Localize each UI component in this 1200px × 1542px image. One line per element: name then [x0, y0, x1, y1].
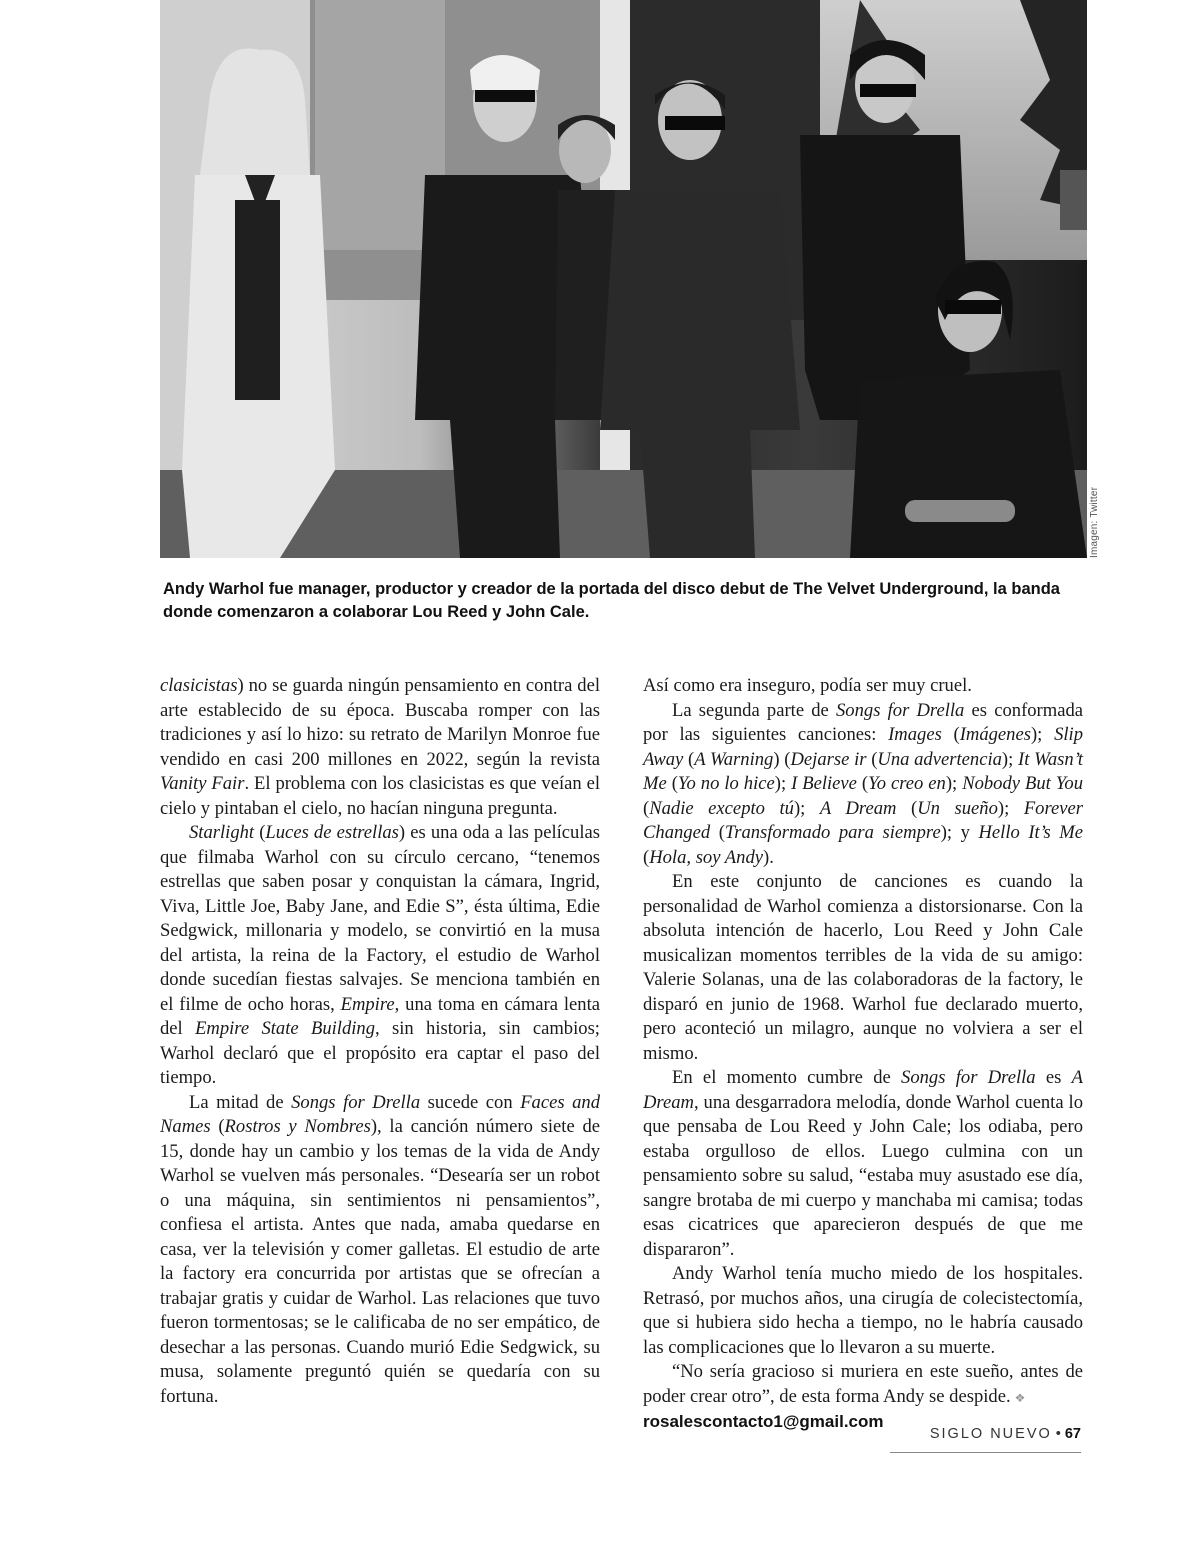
paragraph: clasicistas) no se guarda ningún pensamiento en contra del arte establecido de su época. Buscaba romper con las tradiciones y así lo hizo: su retrato de Marilyn Monroe fue vendido en casi 200 millones en 2022, según la revista Vanity Fair. El problema con los clasicistas es que veían el cielo y pintaban el cielo, no hacían ninguna pregunta.: [160, 675, 600, 819]
paragraph: Andy Warhol tenía mucho miedo de los hospitales. Retrasó, por muchos años, una cirugía de colecistectomía, que si hubiera sido hecha a tiempo, no le habría causado las complicaciones que lo llevaron a su muerte.: [643, 1263, 1083, 1358]
photo-caption: Andy Warhol fue manager, productor y creador de la portada del disco debut de The Velvet Underground, la banda donde comenzaron a colaborar Lou Reed y John Cale.: [163, 580, 1060, 621]
footer-rule: [890, 1452, 1081, 1453]
footer-separator: •: [1055, 1426, 1061, 1442]
paragraph: En este conjunto de canciones es cuando la personalidad de Warhol comienza a distorsionarse. Con la absoluta intención de hacerlo, Lou Reed y John Cale musicalizan momentos terribles de la vida de su amigo: Valerie Solanas, una de las colaboradoras de la factory, le disparó en junio de 1968. Warhol fue declarado muerto, pero aconteció un milagro, aunque no volviera a ser el mismo.: [643, 871, 1083, 1064]
paragraph: Así como era inseguro, podía ser muy cruel.: [643, 675, 972, 696]
page-footer: [890, 1426, 1081, 1442]
paragraph: La segunda parte de Songs for Drella es conformada por las siguientes canciones: Images (Imágenes); Slip Away (A Warning) (Dejarse ir (Una advertencia); It Wasn’t Me (Yo no lo hice); I Believe (Yo creo en); Nobody But You (Nadie excepto tú); A Dream (Un sueño); Forever Changed (Transformado para siempre); y Hello It’s Me (Hola, soy Andy).: [643, 699, 1084, 868]
paragraph: “No sería gracioso si muriera en este sueño, antes de poder crear otro”, de esta forma Andy se despide. ❖: [643, 1361, 1083, 1407]
paragraph: En el momento cumbre de Songs for Drella es A Dream, una desgarradora melodía, donde Warhol cuenta lo que pensaba de Lou Reed y John Cale; los odiaba, pero estaba orgulloso de ellos. Luego culmina con un pensamiento sobre su salud, “estaba muy asustado ese día, sangre brotaba de mi cuerpo y manchaba mi camisa; todas esas cicatrices que aparecieron después de que me dispararon”.: [643, 1067, 1083, 1260]
article-column-right: [643, 674, 1083, 1435]
magazine-name: SIGLO NUEVO: [929, 1426, 1052, 1442]
photo-credit: Imagen: Twitter: [1089, 486, 1100, 558]
paragraph: Starlight (Luces de estrellas) es una oda a las películas que filmaba Warhol con su círculo cercano, “tenemos estrellas que saben posar y conquistan la cámara, Ingrid, Viva, Little Joe, Baby Jane, and Edie S”, ésta última, Edie Sedgwick, millonaria y modelo, se convirtió en la musa del artista, la reina de la Factory, el estudio de Warhol donde sucedían fiestas salvajes. Se menciona también en el filme de ocho horas, Empire, una toma en cámara lenta del Empire State Building, sin historia, sin cambios; Warhol declaró que el propósito era captar el paso del tiempo.: [160, 822, 601, 1088]
end-mark-icon: ❖: [1014, 1390, 1026, 1405]
band-photo: [160, 0, 1087, 558]
page-number: 67: [1064, 1426, 1081, 1442]
paragraph: La mitad de Songs for Drella sucede con Faces and Names (Rostros y Nombres), la canción número siete de 15, donde hay un cambio y los temas de la vida de Andy Warhol se vuelven más personales. “Desearía ser un robot o una máquina, sin sentimientos ni pensamientos”, confiesa el artista. Antes que nada, amaba quedarse en casa, ver la televisión y comer galletas. El estudio de arte la factory era concurrida por artistas que se ofrecían a trabajar gratis y cuidar de Warhol. Las relaciones que tuvo fueron tormentosas; se le calificaba de no ser empático, de desechar a las personas. Cuando murió Edie Sedgwick, su musa, solamente preguntó quién se quedaría con su fortuna.: [160, 1091, 601, 1407]
article-column-left: [160, 674, 600, 1409]
author-email[interactable]: rosalescontacto1@gmail.com: [643, 1412, 884, 1431]
band-photo-illustration: [160, 0, 1087, 558]
